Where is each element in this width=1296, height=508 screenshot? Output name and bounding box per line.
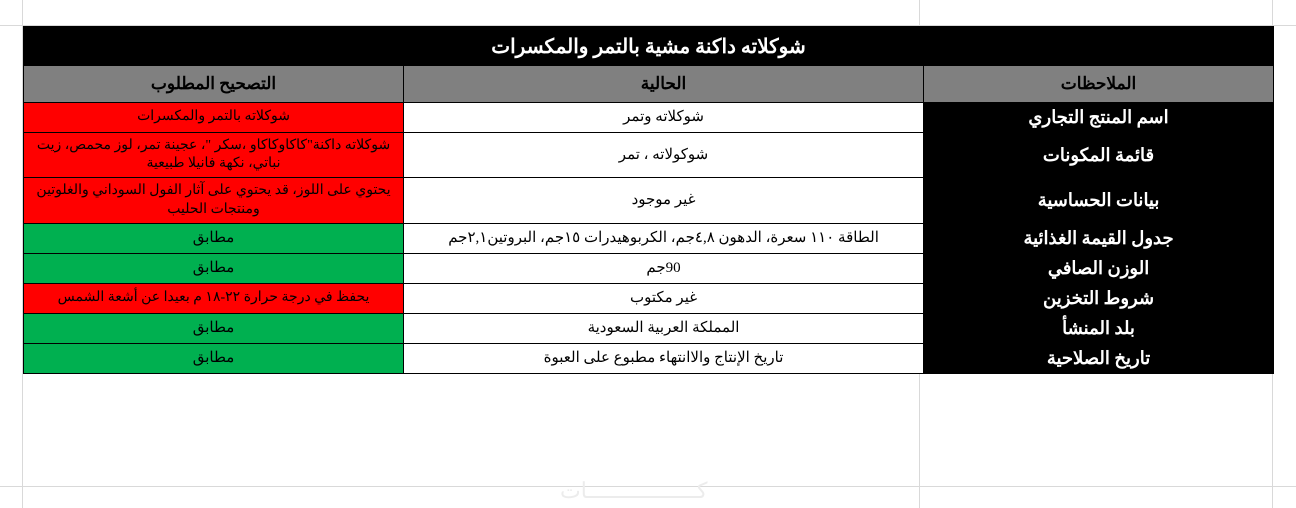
column-header-current: الحالية — [404, 66, 924, 103]
table-header-row — [24, 66, 1274, 103]
cell-current-value: شوكلاته وتمر — [404, 103, 924, 133]
cell-current-value: غير موجود — [404, 178, 924, 223]
cell-current-value: شوكولاته ، تمر — [404, 133, 924, 178]
table-title-row — [24, 27, 1274, 66]
cell-fix-compliant — [24, 223, 404, 253]
cell-fix-text: مطابق — [192, 349, 235, 366]
cell-current-value: غير مكتوب — [404, 283, 924, 313]
table-row — [24, 283, 1274, 313]
label-comparison-table — [23, 26, 1274, 374]
grid-line-horizontal — [0, 486, 1296, 487]
cell-current-value: المملكة العربية السعودية — [404, 313, 924, 343]
table-row — [24, 178, 1274, 223]
table-row — [24, 103, 1274, 133]
table-row — [24, 313, 1274, 343]
cell-fix-compliant — [24, 313, 404, 343]
cell-current-value: 90جم — [404, 253, 924, 283]
document-title: شوكلاته داكنة مشية بالتمر والمكسرات — [24, 27, 1274, 66]
table-row — [24, 133, 1274, 178]
cell-fix-text: شوكلاته داكنة"كاكاوكاكاو ،سكر "، عجينة تمر، لوز محمص، زيت نباتي، نكهة فانيلا طبيعية — [36, 138, 391, 172]
column-header-required-fix: التصحيح المطلوب — [24, 66, 404, 103]
cell-fix-compliant — [24, 343, 404, 373]
cell-fix-text: مطابق — [192, 229, 235, 246]
cell-notes: اسم المنتج التجاري — [924, 103, 1274, 133]
cell-notes: بلد المنشأ — [924, 313, 1274, 343]
cell-notes: بيانات الحساسية — [924, 178, 1274, 223]
table-row — [24, 343, 1274, 373]
cell-fix-required — [24, 133, 404, 178]
cell-fix-required — [24, 178, 404, 223]
cell-current-value: تاريخ الإنتاج والاانتهاء مطبوع على العبوة — [404, 343, 924, 373]
cell-fix-text: يحفظ في درجة حرارة ٢٢-١٨ م بعيدا عن أشعة الشمس — [57, 290, 370, 306]
table-row — [24, 253, 1274, 283]
cell-notes: قائمة المكونات — [924, 133, 1274, 178]
cell-fix-required — [24, 283, 404, 313]
cell-notes: تاريخ الصلاحية — [924, 343, 1274, 373]
table-row — [24, 223, 1274, 253]
cell-notes: الوزن الصافي — [924, 253, 1274, 283]
cell-fix-text: يحتوي على اللوز، قد يحتوي على آثار الفول السوداني والغلوتين ومنتجات الحليب — [36, 183, 391, 217]
watermark-text: كـــــــــــــــــات — [560, 478, 708, 503]
column-header-notes: الملاحظات — [924, 66, 1274, 103]
cell-fix-text: مطابق — [192, 319, 235, 336]
cell-notes: جدول القيمة الغذائية — [924, 223, 1274, 253]
cell-fix-required — [24, 103, 404, 133]
cell-fix-compliant — [24, 253, 404, 283]
cell-fix-text: مطابق — [192, 259, 235, 276]
cell-notes: شروط التخزين — [924, 283, 1274, 313]
cell-fix-text: شوكلاته بالتمر والمكسرات — [137, 109, 290, 125]
cell-current-value: الطاقة ١١٠ سعرة، الدهون ٤,٨جم، الكربوهيدرات ١٥جم، البروتين٢,١جم — [404, 223, 924, 253]
